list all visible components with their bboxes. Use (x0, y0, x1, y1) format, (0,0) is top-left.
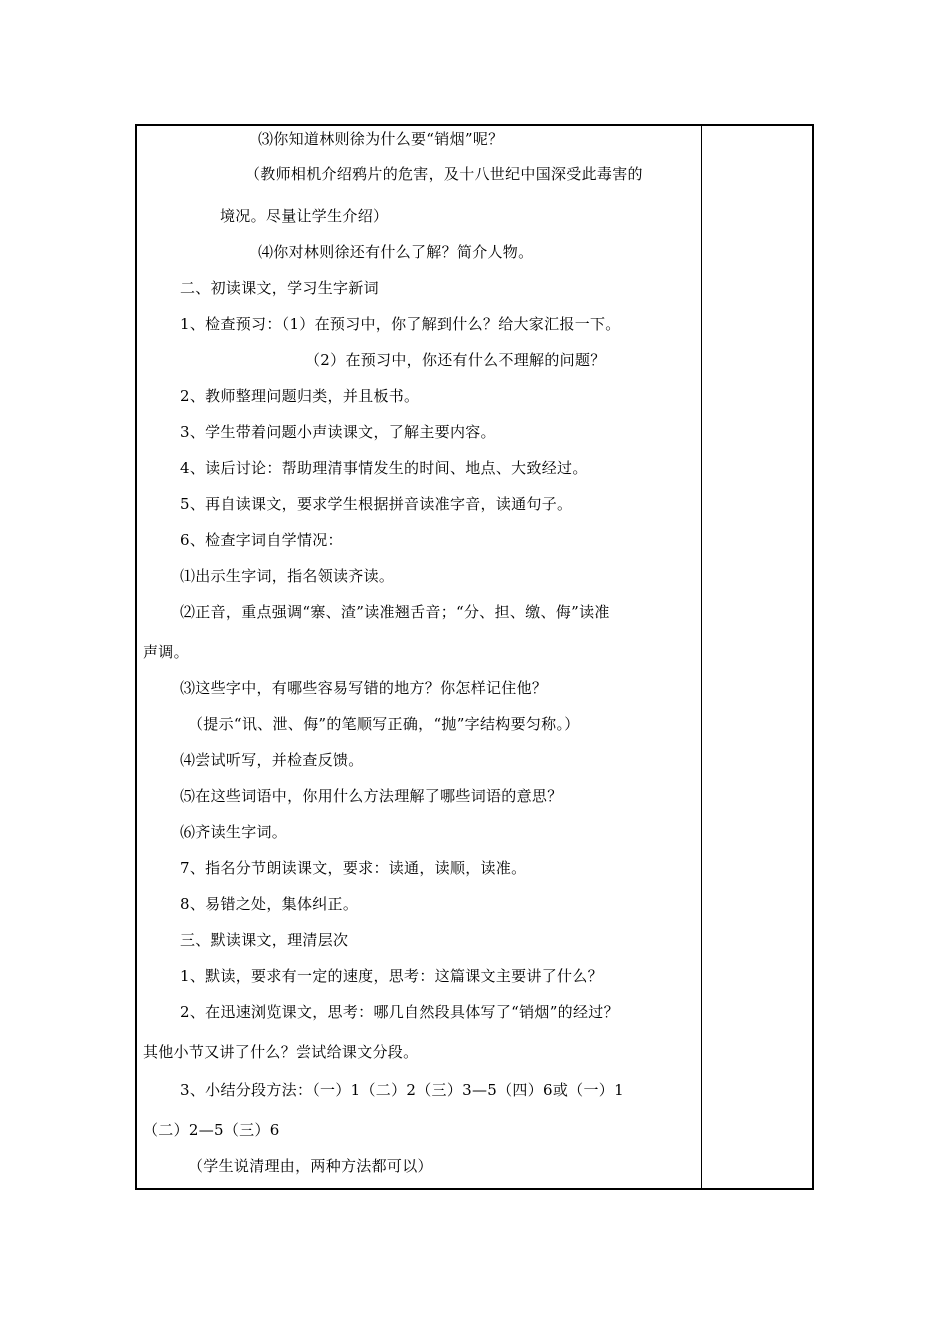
text-line: ⑴出示生字词，指名领读齐读。 (180, 567, 395, 585)
text-line: 8、易错之处，集体纠正。 (180, 895, 359, 913)
text-line: 2、在迅速浏览课文，思考：哪几自然段具体写了“销烟”的经过？ (180, 1003, 619, 1021)
text-line: 4、读后讨论：帮助理清事情发生的时间、地点、大致经过。 (180, 459, 588, 477)
text-line: （教师相机介绍鸦片的危害，及十八世纪中国深受此毒害的 (245, 165, 643, 183)
text-line: 1、默读，要求有一定的速度，思考：这篇课文主要讲了什么？ (180, 967, 603, 985)
text-line: 1、检查预习：（1）在预习中，你了解到什么？给大家汇报一下。 (180, 315, 621, 333)
text-line: 3、学生带着问题小声读课文，了解主要内容。 (180, 423, 496, 441)
text-line: （提示“讯、泄、侮”的笔顺写正确，“抛”字结构要匀称。） (188, 715, 580, 733)
text-line: 声调。 (143, 643, 189, 661)
text-line: ⑷你对林则徐还有什么了解？简介人物。 (258, 243, 534, 261)
text-line: ⑶这些字中，有哪些容易写错的地方？你怎样记住他？ (180, 679, 548, 697)
text-line: 3、小结分段方法：（一）1（二）2（三）3—5（四）6或（一）1 (180, 1081, 624, 1099)
text-line: ⑵正音，重点强调“寨、渣”读准翘舌音；“分、担、缴、侮”读准 (180, 603, 610, 621)
section-heading: 三、默读课文，理清层次 (180, 931, 349, 949)
text-line: 2、教师整理问题归类，并且板书。 (180, 387, 420, 405)
text-line: ⑸在这些词语中，你用什么方法理解了哪些词语的意思？ (180, 787, 563, 805)
text-line: （学生说清理由，两种方法都可以） (188, 1157, 433, 1175)
text-line: ⑶你知道林则徐为什么要“销烟”呢？ (258, 130, 504, 148)
text-line: 其他小节又讲了什么？尝试给课文分段。 (143, 1043, 419, 1061)
text-line: （2）在预习中，你还有什么不理解的问题？ (305, 351, 606, 369)
text-line: 境况。尽量让学生介绍） (220, 207, 389, 225)
text-line: ⑷尝试听写，并检查反馈。 (180, 751, 364, 769)
text-line: 5、再自读课文，要求学生根据拼音读准字音，读通句子。 (180, 495, 573, 513)
text-line: 7、指名分节朗读课文，要求：读通，读顺，读准。 (180, 859, 527, 877)
section-heading: 二、初读课文，学习生字新词 (180, 279, 379, 297)
text-line: （二）2—5（三）6 (143, 1121, 280, 1139)
column-divider (701, 126, 702, 1188)
notes-cell (703, 126, 812, 1188)
text-line: 6、检查字词自学情况： (180, 531, 343, 549)
text-line: ⑹齐读生字词。 (180, 823, 288, 841)
